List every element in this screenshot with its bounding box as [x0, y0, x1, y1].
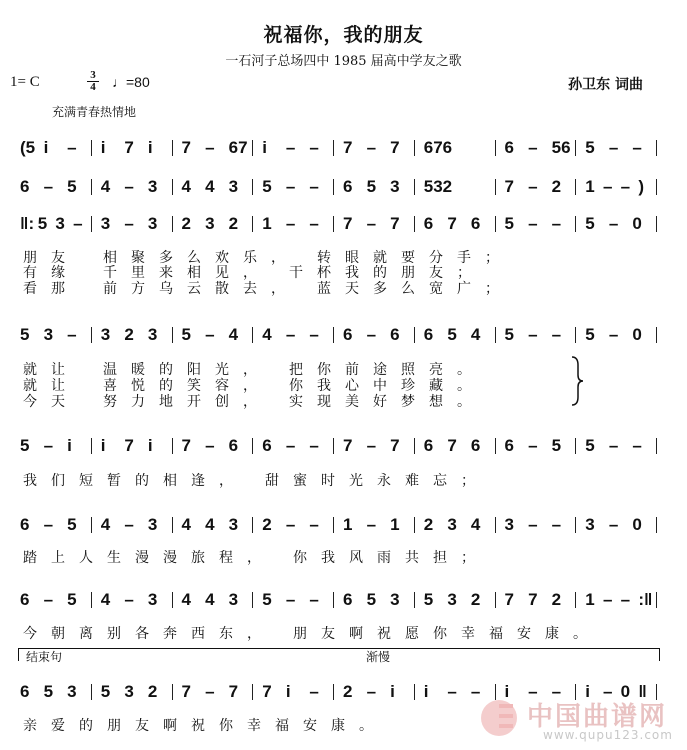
ritardando-label: 渐慢: [366, 650, 391, 664]
note: –: [285, 325, 296, 344]
note: ‖: [638, 682, 647, 701]
note: 7: [504, 177, 514, 196]
note: 4: [470, 325, 481, 344]
note: i: [262, 138, 267, 157]
note: 5: [585, 325, 595, 344]
barline: [252, 684, 253, 700]
barline: [656, 592, 657, 608]
note: 7: [343, 138, 353, 157]
barline: [91, 592, 92, 608]
note: :‖: [638, 590, 653, 609]
note: 6: [423, 214, 434, 233]
note: 2: [228, 214, 239, 233]
note: 4: [181, 177, 191, 196]
note: 5: [181, 325, 191, 344]
note: (5: [20, 138, 36, 157]
barline: [333, 179, 334, 195]
note: i: [100, 436, 106, 455]
note: –: [124, 214, 134, 233]
ending-bracket: [18, 648, 660, 661]
note: –: [366, 138, 377, 157]
note: –: [551, 325, 562, 344]
note: –: [43, 436, 54, 455]
note: 2: [181, 214, 191, 233]
note: –: [73, 214, 83, 233]
note: 2: [262, 515, 272, 534]
note: –: [205, 138, 215, 157]
barline: [91, 438, 92, 454]
note: –: [205, 682, 215, 701]
note: 7: [124, 138, 134, 157]
note: –: [309, 325, 319, 344]
note: i: [67, 436, 72, 455]
note: 6: [262, 436, 272, 455]
barline: [252, 438, 253, 454]
note: 4: [470, 515, 481, 534]
note: 7: [447, 214, 457, 233]
note: –: [124, 177, 134, 196]
note: 5: [585, 138, 595, 157]
note: 2: [423, 515, 434, 534]
note: 5: [423, 590, 434, 609]
note: 1: [390, 515, 400, 534]
author-credit: 孙卫东 词曲: [568, 77, 643, 93]
note: 5: [37, 214, 48, 233]
note: –: [43, 590, 54, 609]
time-sig-top: 3: [90, 69, 96, 81]
note: 5: [20, 325, 30, 344]
note: i: [585, 682, 590, 701]
note: 6: [20, 682, 30, 701]
barline: [414, 327, 415, 343]
barline: [495, 438, 496, 454]
note: 4: [205, 590, 215, 609]
song-title: 祝福你，我的朋友: [263, 24, 424, 46]
note: 6: [343, 177, 353, 196]
note: –: [124, 590, 134, 609]
note: 7: [181, 138, 191, 157]
note: –: [528, 682, 538, 701]
note: 0: [632, 325, 642, 344]
note: 1: [343, 515, 353, 534]
barline: [656, 517, 657, 533]
tempo-marking: ♩=80: [112, 74, 150, 90]
note: 3: [124, 682, 134, 701]
barline: [172, 327, 173, 343]
note: –: [366, 325, 377, 344]
time-signature: [87, 70, 99, 93]
note: –: [528, 138, 538, 157]
note: 6: [470, 436, 481, 455]
note: 5: [504, 214, 514, 233]
note: –: [528, 177, 538, 196]
note: i: [390, 682, 395, 701]
note: –: [285, 138, 296, 157]
barline: [414, 140, 415, 156]
note: 7: [124, 436, 134, 455]
note: 4: [100, 590, 111, 609]
lyric-line-v4c: 今 天 努 力 地 开 创 ， 实 现 美 好 梦 想 。: [23, 394, 471, 410]
note: 5: [43, 682, 54, 701]
note: –: [528, 325, 538, 344]
note: 6: [423, 436, 434, 455]
note: 3: [228, 590, 239, 609]
note: –: [470, 682, 481, 701]
barline: [575, 216, 576, 232]
note: 3: [205, 214, 215, 233]
barline: [414, 179, 415, 195]
barline: [575, 438, 576, 454]
note: –: [285, 590, 296, 609]
lyric-line-v6: 踏 上 人 生 漫 漫 旅 程 ， 你 我 风 雨 共 担 ；: [23, 550, 475, 566]
note: 7: [228, 682, 239, 701]
note: –: [608, 436, 619, 455]
note: –: [309, 214, 319, 233]
note: –: [309, 138, 319, 157]
watermark-text: 中国曲谱网: [527, 702, 668, 732]
barline: [172, 438, 173, 454]
barline: [252, 216, 253, 232]
note: 6: [390, 325, 400, 344]
note: –: [309, 590, 319, 609]
note: 3: [390, 590, 400, 609]
barline: [91, 684, 92, 700]
note: –: [309, 177, 319, 196]
barline: [495, 327, 496, 343]
note: –: [309, 682, 319, 701]
note: 3: [147, 325, 158, 344]
barline: [575, 179, 576, 195]
barline: [414, 592, 415, 608]
note: –: [43, 515, 54, 534]
note: i: [147, 436, 153, 455]
verse-brace: [569, 355, 585, 423]
note: –: [528, 436, 538, 455]
barline: [172, 517, 173, 533]
note: –: [528, 515, 538, 534]
note: 3: [147, 177, 158, 196]
note: 2: [343, 682, 353, 701]
note: 6: [228, 436, 239, 455]
barline: [333, 216, 334, 232]
note: –: [632, 436, 642, 455]
note: –: [602, 590, 613, 609]
note: 5: [447, 325, 457, 344]
note: 0: [632, 515, 642, 534]
note: –: [366, 682, 377, 701]
barline: [333, 140, 334, 156]
barline: [172, 684, 173, 700]
note: 6: [343, 325, 353, 344]
note: 2: [551, 177, 562, 196]
watermark: [477, 694, 687, 746]
barline: [91, 327, 92, 343]
note: 4: [228, 325, 239, 344]
time-sig-bottom: 4: [87, 81, 99, 93]
watermark-url: www.qupu123.com: [543, 728, 673, 742]
note: 3: [147, 214, 158, 233]
barline: [91, 140, 92, 156]
note: 67: [228, 138, 248, 157]
barline: [495, 592, 496, 608]
barline: [495, 517, 496, 533]
lyric-line-v5: 我 们 短 暂 的 相 逢 ， 甜 蜜 时 光 永 难 忘 ；: [23, 473, 475, 489]
note: –: [620, 177, 631, 196]
barline: [252, 179, 253, 195]
barline: [91, 216, 92, 232]
barline: [656, 438, 657, 454]
barline: [414, 438, 415, 454]
note: 6: [20, 590, 30, 609]
note: –: [285, 214, 296, 233]
note: –: [608, 515, 619, 534]
note: 1: [585, 590, 595, 609]
note: 4: [100, 515, 111, 534]
note: 7: [447, 436, 457, 455]
barline: [414, 684, 415, 700]
note: 4: [181, 590, 191, 609]
note: 3: [390, 177, 400, 196]
note: –: [309, 515, 319, 534]
note: 3: [447, 590, 457, 609]
note: 3: [585, 515, 595, 534]
note: –: [620, 590, 631, 609]
barline: [414, 517, 415, 533]
barline: [575, 592, 576, 608]
note: –: [124, 515, 134, 534]
note: 0: [632, 214, 642, 233]
note: 3: [228, 177, 239, 196]
lyric-line-v3c: 看 那 前 方 乌 云 散 去 ， 蓝 天 多 么 宽 广 ；: [23, 281, 499, 297]
lyric-line-v8: 亲 爱 的 朋 友 啊 祝 你 幸 福 安 康 。: [23, 718, 373, 734]
score-line3: [0, 212, 687, 236]
note: –: [447, 682, 457, 701]
barline: [172, 179, 173, 195]
note: 6: [343, 590, 353, 609]
note: 6: [20, 177, 30, 196]
barline: [414, 216, 415, 232]
barline: [333, 327, 334, 343]
note: 2: [147, 682, 158, 701]
barline: [495, 216, 496, 232]
note: 5: [100, 682, 111, 701]
note: –: [608, 138, 619, 157]
note: –: [205, 325, 215, 344]
note: –: [528, 214, 538, 233]
note: 4: [205, 177, 215, 196]
barline: [252, 327, 253, 343]
note: 4: [181, 515, 191, 534]
note: i: [423, 682, 429, 701]
barline: [333, 684, 334, 700]
barline: [656, 179, 657, 195]
note: 3: [147, 515, 158, 534]
barline: [172, 140, 173, 156]
note: 3: [447, 515, 457, 534]
note: i: [285, 682, 291, 701]
barline: [91, 517, 92, 533]
note: –: [551, 515, 562, 534]
note: 532: [423, 177, 453, 196]
barline: [91, 179, 92, 195]
lyric-line-v7: 今 朝 离 别 各 奔 西 东 ， 朋 友 啊 祝 愿 你 幸 福 安 康 。: [23, 626, 587, 642]
score-line4: [0, 323, 687, 347]
note: 3: [100, 214, 111, 233]
note: i: [43, 138, 49, 157]
note: 56: [551, 138, 571, 157]
note: 6: [504, 138, 514, 157]
note: 5: [67, 177, 77, 196]
note: 5: [366, 590, 377, 609]
barline: [252, 517, 253, 533]
note: 1: [585, 177, 595, 196]
note: 5: [366, 177, 377, 196]
note: 6: [20, 515, 30, 534]
note: 7: [390, 214, 400, 233]
note: 7: [181, 436, 191, 455]
note: –: [602, 177, 613, 196]
note: 0: [620, 682, 631, 701]
note: 7: [343, 214, 353, 233]
note: –: [205, 436, 215, 455]
note: 1: [262, 214, 272, 233]
note: 3: [43, 325, 54, 344]
barline: [333, 517, 334, 533]
note: 5: [551, 436, 562, 455]
barline: [575, 140, 576, 156]
note: 7: [390, 436, 400, 455]
score-line6: [0, 513, 687, 537]
note: 7: [181, 682, 191, 701]
barline: [495, 179, 496, 195]
score-line2: [0, 175, 687, 199]
note: 676: [423, 138, 453, 157]
note: –: [67, 138, 77, 157]
note: 3: [55, 214, 65, 233]
note: –: [602, 682, 613, 701]
note: 5: [262, 590, 272, 609]
note: –: [285, 436, 296, 455]
note: 5: [504, 325, 514, 344]
barline: [656, 216, 657, 232]
brace-icon: [569, 355, 585, 407]
note: 7: [528, 590, 538, 609]
note: 5: [20, 436, 30, 455]
note: 6: [470, 214, 481, 233]
note: 7: [262, 682, 272, 701]
note: 3: [147, 590, 158, 609]
note: i: [504, 682, 510, 701]
barline: [172, 216, 173, 232]
note: –: [366, 436, 377, 455]
ending-label: 结束句: [26, 650, 63, 664]
barline: [575, 327, 576, 343]
note: –: [366, 214, 377, 233]
barline: [495, 140, 496, 156]
lyric-line-v4a: 就 让 温 暖 的 阳 光 ， 把 你 前 途 照 亮 。: [23, 362, 471, 378]
lyric-line-v4b: 就 让 喜 悦 的 笑 容 ， 你 我 心 中 珍 藏 。: [23, 378, 471, 394]
note: 5: [262, 177, 272, 196]
barline: [252, 140, 253, 156]
key-signature: 1= C: [10, 74, 40, 90]
note: –: [632, 138, 642, 157]
note: 6: [504, 436, 514, 455]
note: –: [43, 177, 54, 196]
note: 5: [67, 590, 77, 609]
note: 4: [205, 515, 215, 534]
note: –: [309, 436, 319, 455]
note: 4: [100, 177, 111, 196]
note: 5: [67, 515, 77, 534]
note: –: [551, 682, 562, 701]
barline: [333, 438, 334, 454]
note: 2: [470, 590, 481, 609]
note: 5: [585, 436, 595, 455]
note: –: [551, 214, 562, 233]
score-line1: [0, 136, 687, 160]
note: –: [285, 515, 296, 534]
lyric-line-v3a: 朋 友 相 聚 多 么 欢 乐 ， 转 眼 就 要 分 手 ；: [23, 250, 499, 266]
expression-marking: 充满青春热情地: [52, 105, 137, 119]
barline: [252, 592, 253, 608]
note: 3: [504, 515, 514, 534]
barline: [172, 592, 173, 608]
note: 7: [390, 138, 400, 157]
lyric-line-v3b: 有 缘 千 里 来 相 见 ， 干 杯 我 的 朋 友 ；: [23, 265, 471, 281]
note: i: [147, 138, 153, 157]
note: –: [366, 515, 377, 534]
barline: [333, 592, 334, 608]
note: 5: [585, 214, 595, 233]
note: –: [608, 325, 619, 344]
score-line5: [0, 434, 687, 458]
note: 7: [504, 590, 514, 609]
note: –: [67, 325, 77, 344]
barline: [656, 327, 657, 343]
note: 2: [551, 590, 562, 609]
note: 3: [67, 682, 77, 701]
note: ‖:: [20, 214, 35, 233]
note: i: [100, 138, 106, 157]
note: –: [285, 177, 296, 196]
note: –: [608, 214, 619, 233]
score-line7: [0, 588, 687, 612]
barline: [656, 140, 657, 156]
note: 4: [262, 325, 272, 344]
note: 2: [124, 325, 134, 344]
barline: [575, 517, 576, 533]
song-subtitle: 一石河子总场四中 1985 届高中学友之歌: [225, 54, 462, 69]
note: 3: [228, 515, 239, 534]
note: 7: [343, 436, 353, 455]
note: 3: [100, 325, 111, 344]
note: ): [638, 177, 644, 196]
note: 6: [423, 325, 434, 344]
